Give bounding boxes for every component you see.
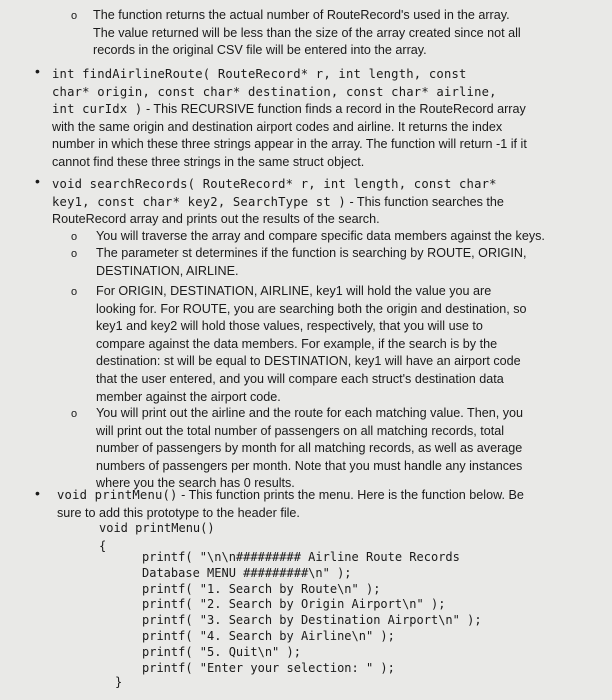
- text-line: numbers of passengers per month. Note that you must handle any instances: [96, 458, 523, 473]
- text-line: cannot find these three strings in the same struct object.: [52, 154, 365, 169]
- text-line: where you the search has 0 results.: [96, 476, 295, 491]
- signature-line: int curIdx ): [52, 102, 143, 117]
- text-line: The function returns the actual number of RouteRecord's used in the array.: [93, 8, 510, 22]
- text-line: sure to add this prototype to the header file.: [57, 505, 300, 520]
- text-line: looking for. For ROUTE, you are searching both the origin and destination, so: [96, 301, 527, 316]
- code-line: printf( "1. Search by Route\n" );: [142, 581, 381, 596]
- text-line: that the user entered, and you will compare each struct's destination data: [96, 371, 504, 386]
- text-line: with the same origin and destination airport codes and airline. It returns the index: [52, 119, 503, 134]
- text-line: will print out the total number of passengers on all matching records, total: [96, 423, 505, 438]
- code-line: printf( "Enter your selection: " );: [142, 660, 395, 675]
- description-start: - This function searches the: [345, 194, 504, 209]
- code-closing-brace: }: [115, 675, 123, 689]
- bullet-marker: •: [35, 485, 40, 501]
- signature-line: void printMenu(): [57, 488, 178, 502]
- sub-item: [96, 405, 523, 493]
- print-menu-paragraph: [57, 487, 524, 522]
- text-line: You will traverse the array and compare specific data members against the keys.: [96, 229, 545, 243]
- code-line: printf( "5. Quit\n" );: [142, 644, 301, 659]
- code-line: {: [99, 538, 107, 553]
- sub-bullet-marker: o: [71, 10, 78, 22]
- returns-paragraph: [93, 7, 521, 60]
- signature-line: key1, const char* key2, SearchType st ): [52, 194, 346, 209]
- text-line: number of passengers by month for all matching records, as well as average: [96, 441, 523, 456]
- sub-bullet-marker: o: [71, 248, 78, 260]
- code-line: printf( "3. Search by Destination Airport\n" );: [142, 613, 482, 628]
- code-line: printf( "\n\n######### Airline Route Records: [142, 550, 460, 564]
- signature-line: void searchRecords( RouteRecord* r, int length, const char*: [52, 177, 497, 191]
- sub-item: [96, 228, 545, 246]
- sub-bullet-marker: o: [71, 286, 78, 298]
- bullet-marker: •: [35, 173, 40, 189]
- text-line: key1 and key2 will hold those values, respectively, that you will use to: [96, 319, 483, 334]
- sub-bullet-marker: o: [71, 231, 78, 243]
- text-line: The value returned will be less than the size of the array created since not all: [93, 25, 521, 40]
- bullet-marker: •: [35, 63, 40, 79]
- text-line: DESTINATION, AIRLINE.: [96, 263, 239, 278]
- text-line: You will print out the airline and the route for each matching value. Then, you: [96, 406, 524, 420]
- signature-line: char* origin, const char* destination, const char* airline,: [52, 84, 497, 99]
- text-line: member against the airport code.: [96, 389, 281, 404]
- code-line: void printMenu(): [99, 521, 215, 535]
- text-line: For ORIGIN, DESTINATION, AIRLINE, key1 will hold the value you are: [96, 284, 492, 298]
- code-line: printf( "2. Search by Origin Airport\n" );: [142, 597, 446, 612]
- sub-bullet-marker: o: [71, 408, 78, 420]
- text-line: number in which these three strings appear in the array. The function will return -1 if it: [52, 137, 527, 152]
- code-line: Database MENU #########\n" );: [142, 565, 352, 580]
- text-line: The parameter st determines if the function is searching by ROUTE, ORIGIN,: [96, 246, 527, 260]
- search-records-paragraph: [52, 176, 504, 229]
- description-start: - This RECURSIVE function finds a record in the RouteRecord array: [142, 102, 526, 117]
- description-start: - This function prints the menu. Here is the function below. Be: [177, 488, 524, 502]
- find-airline-route-paragraph: [52, 66, 527, 172]
- signature-line: int findAirlineRoute( RouteRecord* r, int length, const: [52, 67, 467, 81]
- text-line: compare against the data members. For example, if the search is by the: [96, 336, 498, 351]
- text-line: RouteRecord array and prints out the results of the search.: [52, 212, 380, 227]
- code-line: printf( "4. Search by Airline\n" );: [142, 628, 395, 643]
- text-line: records in the original CSV file will be entered into the array.: [93, 43, 427, 58]
- text-line: destination: st will be equal to DESTINATION, key1 will have an airport code: [96, 354, 521, 369]
- code-block-body: [142, 550, 482, 676]
- sub-item: [96, 245, 526, 280]
- sub-item: [96, 283, 527, 406]
